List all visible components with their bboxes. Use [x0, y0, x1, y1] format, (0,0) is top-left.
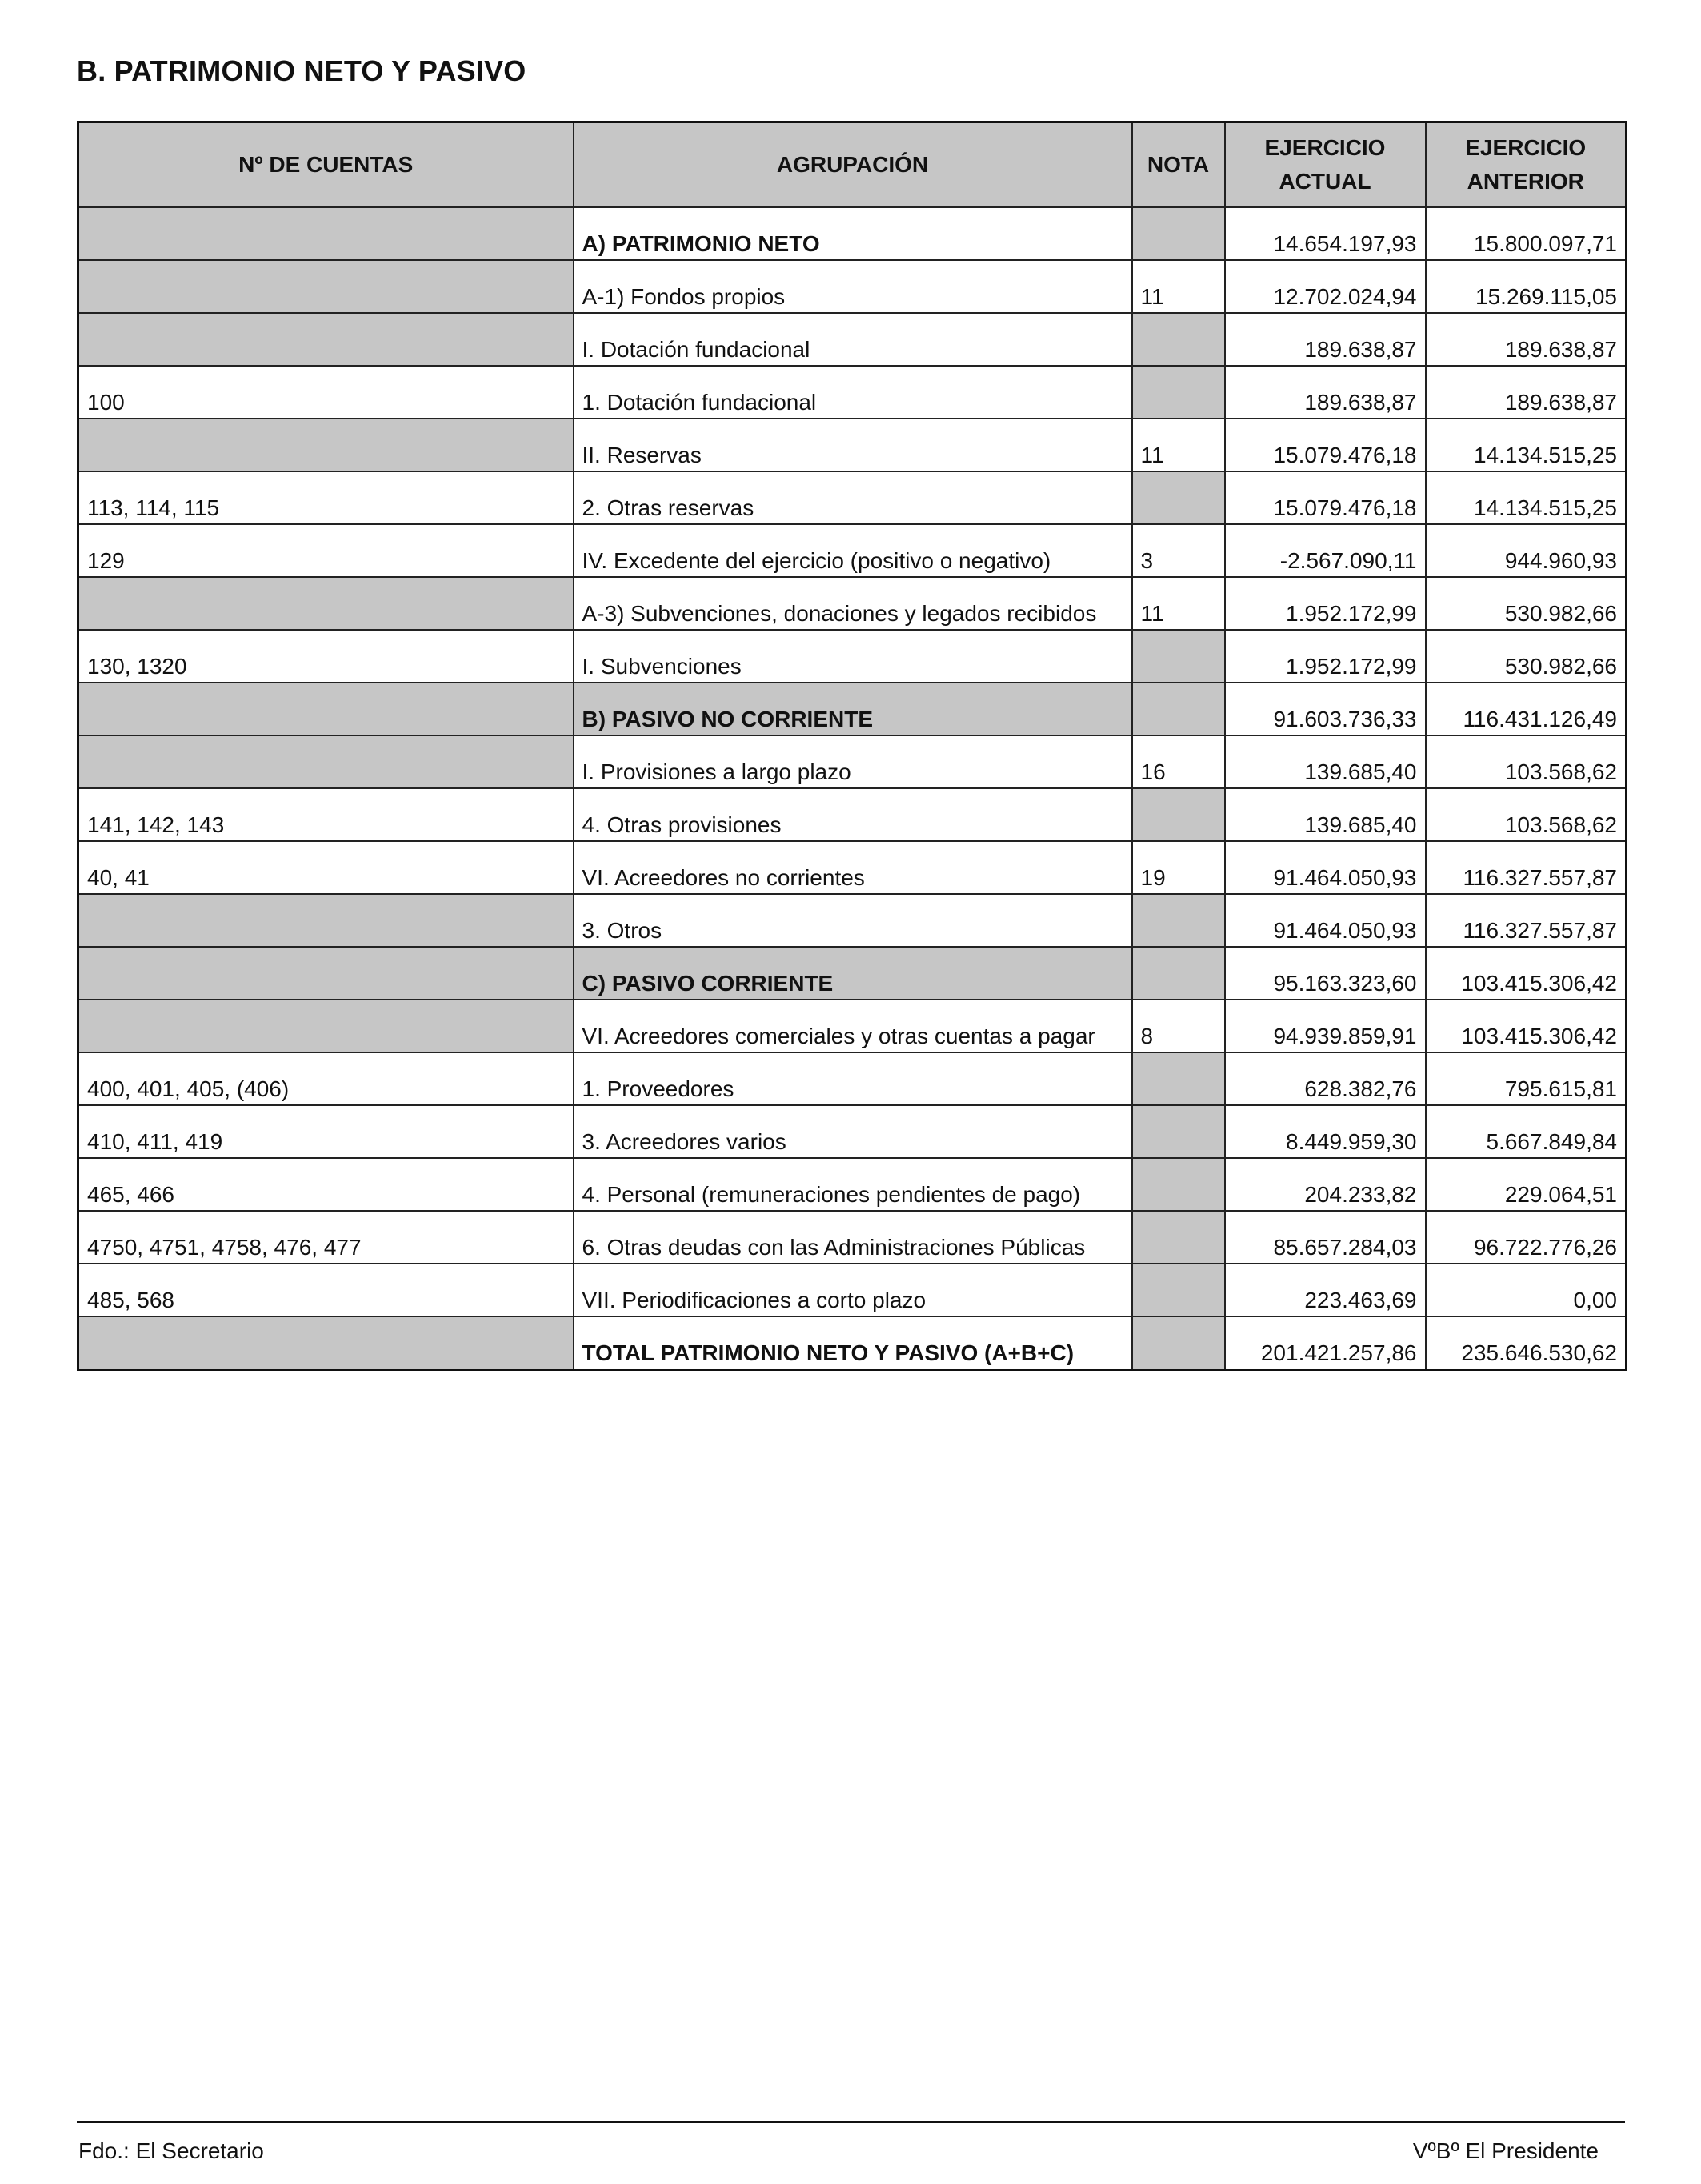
cell-anterior: 103.415.306,42 — [1426, 1000, 1627, 1052]
cell-agrupacion: C) PASIVO CORRIENTE — [574, 947, 1132, 1000]
cell-anterior: 189.638,87 — [1426, 313, 1627, 366]
cell-actual: 91.464.050,93 — [1225, 841, 1426, 894]
cell-anterior: 116.327.557,87 — [1426, 841, 1627, 894]
cell-anterior: 189.638,87 — [1426, 366, 1627, 419]
table-row — [78, 471, 1627, 524]
cell-nota: 11 — [1132, 577, 1225, 630]
cell-actual: -2.567.090,11 — [1225, 524, 1426, 577]
cell-anterior: 0,00 — [1426, 1264, 1627, 1316]
cell-cuentas — [78, 735, 574, 788]
cell-cuentas: 141, 142, 143 — [78, 788, 574, 841]
cell-cuentas — [78, 683, 574, 735]
cell-anterior: 14.134.515,25 — [1426, 419, 1627, 471]
table-row — [78, 1158, 1627, 1211]
cell-nota — [1132, 683, 1225, 735]
cell-anterior: 116.431.126,49 — [1426, 683, 1627, 735]
page-title: B. PATRIMONIO NETO Y PASIVO — [77, 54, 526, 87]
cell-cuentas: 129 — [78, 524, 574, 577]
cell-nota — [1132, 1264, 1225, 1316]
cell-agrupacion: 3. Acreedores varios — [574, 1105, 1132, 1158]
cell-cuentas: 40, 41 — [78, 841, 574, 894]
cell-nota — [1132, 947, 1225, 1000]
header-ejercicio-anterior — [1426, 122, 1627, 208]
cell-agrupacion: B) PASIVO NO CORRIENTE — [574, 683, 1132, 735]
cell-anterior: 116.327.557,87 — [1426, 894, 1627, 947]
cell-anterior: 103.415.306,42 — [1426, 947, 1627, 1000]
cell-agrupacion: 3. Otros — [574, 894, 1132, 947]
cell-cuentas — [78, 313, 574, 366]
cell-actual: 12.702.024,94 — [1225, 260, 1426, 313]
cell-actual: 223.463,69 — [1225, 1264, 1426, 1316]
cell-anterior: 795.615,81 — [1426, 1052, 1627, 1105]
cell-anterior: 14.134.515,25 — [1426, 471, 1627, 524]
table-body — [78, 207, 1627, 1370]
cell-agrupacion: TOTAL PATRIMONIO NETO Y PASIVO (A+B+C) — [574, 1316, 1132, 1370]
cell-nota — [1132, 788, 1225, 841]
cell-agrupacion: 1. Proveedores — [574, 1052, 1132, 1105]
cell-anterior: 235.646.530,62 — [1426, 1316, 1627, 1370]
cell-anterior: 944.960,93 — [1426, 524, 1627, 577]
cell-anterior: 530.982,66 — [1426, 630, 1627, 683]
cell-actual: 95.163.323,60 — [1225, 947, 1426, 1000]
cell-cuentas — [78, 947, 574, 1000]
header-agrupacion: AGRUPACIÓN — [574, 122, 1132, 208]
cell-agrupacion: 1. Dotación fundacional — [574, 366, 1132, 419]
cell-actual: 91.603.736,33 — [1225, 683, 1426, 735]
table-row — [78, 1211, 1627, 1264]
cell-agrupacion: IV. Excedente del ejercicio (positivo o negativo) — [574, 524, 1132, 577]
table-row — [78, 313, 1627, 366]
cell-agrupacion: VI. Acreedores no corrientes — [574, 841, 1132, 894]
cell-actual: 14.654.197,93 — [1225, 207, 1426, 260]
header-cuentas: Nº DE CUENTAS — [78, 122, 574, 208]
cell-nota: 19 — [1132, 841, 1225, 894]
table-row — [78, 1052, 1627, 1105]
cell-anterior: 229.064,51 — [1426, 1158, 1627, 1211]
cell-agrupacion: I. Dotación fundacional — [574, 313, 1132, 366]
cell-actual: 204.233,82 — [1225, 1158, 1426, 1211]
table-row — [78, 841, 1627, 894]
cell-cuentas: 4750, 4751, 4758, 476, 477 — [78, 1211, 574, 1264]
cell-cuentas — [78, 419, 574, 471]
cell-nota: 11 — [1132, 260, 1225, 313]
cell-cuentas: 100 — [78, 366, 574, 419]
cell-nota — [1132, 313, 1225, 366]
header-anterior-line1: EJERCICIO — [1465, 135, 1587, 160]
table-row — [78, 630, 1627, 683]
cell-agrupacion: A) PATRIMONIO NETO — [574, 207, 1132, 260]
cell-nota — [1132, 1052, 1225, 1105]
table-row — [78, 366, 1627, 419]
cell-actual: 139.685,40 — [1225, 788, 1426, 841]
table-row — [78, 419, 1627, 471]
cell-actual: 139.685,40 — [1225, 735, 1426, 788]
cell-actual: 1.952.172,99 — [1225, 577, 1426, 630]
cell-anterior: 15.269.115,05 — [1426, 260, 1627, 313]
cell-anterior: 530.982,66 — [1426, 577, 1627, 630]
table-row — [78, 1000, 1627, 1052]
cell-nota — [1132, 471, 1225, 524]
cell-anterior: 96.722.776,26 — [1426, 1211, 1627, 1264]
table-row — [78, 683, 1627, 735]
cell-cuentas: 465, 466 — [78, 1158, 574, 1211]
cell-agrupacion: 4. Personal (remuneraciones pendientes de pago) — [574, 1158, 1132, 1211]
cell-anterior: 15.800.097,71 — [1426, 207, 1627, 260]
cell-actual: 15.079.476,18 — [1225, 419, 1426, 471]
header-anterior-line2: ANTERIOR — [1467, 169, 1584, 194]
cell-agrupacion: 4. Otras provisiones — [574, 788, 1132, 841]
table-row — [78, 894, 1627, 947]
table-row — [78, 1264, 1627, 1316]
cell-agrupacion: A-1) Fondos propios — [574, 260, 1132, 313]
cell-nota — [1132, 366, 1225, 419]
cell-actual: 94.939.859,91 — [1225, 1000, 1426, 1052]
table-row — [78, 947, 1627, 1000]
header-actual-line2: ACTUAL — [1279, 169, 1371, 194]
cell-actual: 8.449.959,30 — [1225, 1105, 1426, 1158]
cell-nota — [1132, 207, 1225, 260]
cell-nota: 11 — [1132, 419, 1225, 471]
cell-agrupacion: 2. Otras reservas — [574, 471, 1132, 524]
cell-nota — [1132, 1211, 1225, 1264]
cell-cuentas — [78, 894, 574, 947]
cell-cuentas — [78, 577, 574, 630]
cell-cuentas — [78, 207, 574, 260]
cell-actual: 1.952.172,99 — [1225, 630, 1426, 683]
cell-cuentas — [78, 260, 574, 313]
balance-table — [77, 121, 1627, 1371]
cell-actual: 85.657.284,03 — [1225, 1211, 1426, 1264]
table-row — [78, 577, 1627, 630]
table-row — [78, 524, 1627, 577]
header-actual-line1: EJERCICIO — [1264, 135, 1386, 160]
cell-agrupacion: A-3) Subvenciones, donaciones y legados recibidos — [574, 577, 1132, 630]
signature-presidente: VºBº El Presidente — [1412, 2138, 1599, 2163]
cell-agrupacion: I. Provisiones a largo plazo — [574, 735, 1132, 788]
table-row — [78, 788, 1627, 841]
cell-agrupacion: VI. Acreedores comerciales y otras cuentas a pagar — [574, 1000, 1132, 1052]
cell-anterior: 5.667.849,84 — [1426, 1105, 1627, 1158]
cell-agrupacion: II. Reservas — [574, 419, 1132, 471]
cell-cuentas: 410, 411, 419 — [78, 1105, 574, 1158]
cell-nota — [1132, 894, 1225, 947]
table-row — [78, 260, 1627, 313]
table-row — [78, 735, 1627, 788]
cell-nota: 3 — [1132, 524, 1225, 577]
cell-cuentas: 130, 1320 — [78, 630, 574, 683]
cell-agrupacion: I. Subvenciones — [574, 630, 1132, 683]
table-header-row — [78, 122, 1627, 208]
cell-anterior: 103.568,62 — [1426, 788, 1627, 841]
cell-actual: 91.464.050,93 — [1225, 894, 1426, 947]
cell-nota — [1132, 1105, 1225, 1158]
cell-anterior: 103.568,62 — [1426, 735, 1627, 788]
cell-actual: 15.079.476,18 — [1225, 471, 1426, 524]
cell-agrupacion: VII. Periodificaciones a corto plazo — [574, 1264, 1132, 1316]
cell-actual: 189.638,87 — [1225, 366, 1426, 419]
cell-cuentas — [78, 1316, 574, 1370]
header-nota: NOTA — [1132, 122, 1225, 208]
cell-nota — [1132, 1158, 1225, 1211]
cell-actual: 628.382,76 — [1225, 1052, 1426, 1105]
cell-nota: 16 — [1132, 735, 1225, 788]
cell-nota — [1132, 1316, 1225, 1370]
cell-cuentas: 485, 568 — [78, 1264, 574, 1316]
cell-cuentas: 400, 401, 405, (406) — [78, 1052, 574, 1105]
total-row — [78, 1316, 1627, 1370]
header-ejercicio-actual — [1225, 122, 1426, 208]
footer-divider — [77, 2121, 1625, 2123]
cell-nota: 8 — [1132, 1000, 1225, 1052]
cell-cuentas: 113, 114, 115 — [78, 471, 574, 524]
cell-cuentas — [78, 1000, 574, 1052]
table-row — [78, 207, 1627, 260]
table-row — [78, 1105, 1627, 1158]
cell-actual: 201.421.257,86 — [1225, 1316, 1426, 1370]
cell-agrupacion: 6. Otras deudas con las Administraciones Públicas — [574, 1211, 1132, 1264]
signature-secretario: Fdo.: El Secretario — [78, 2138, 264, 2163]
cell-actual: 189.638,87 — [1225, 313, 1426, 366]
cell-nota — [1132, 630, 1225, 683]
